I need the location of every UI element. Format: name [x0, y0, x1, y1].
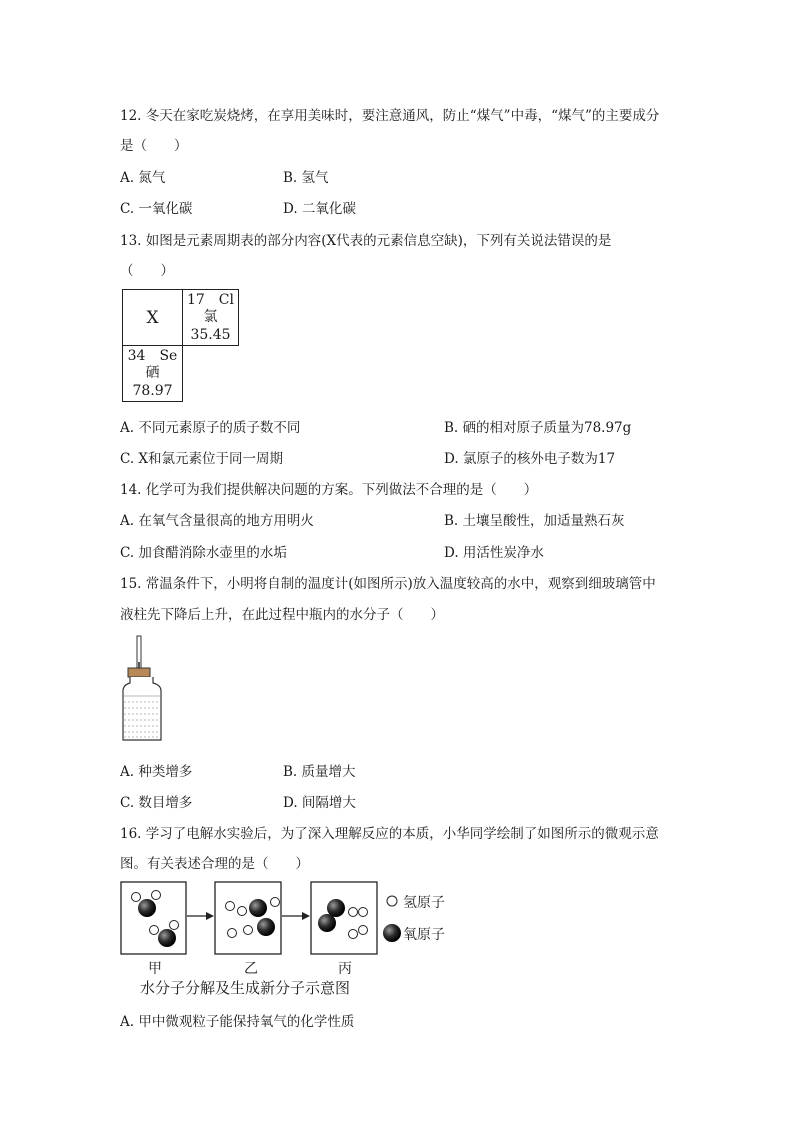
q12-option-c: C. 一氧化碳 — [120, 201, 193, 217]
q13-option-b: B. 硒的相对原子质量为78.97g — [444, 420, 632, 436]
periodic-cell-x — [122, 289, 183, 346]
q12-option-b: B. 氢气 — [283, 170, 329, 186]
q14-option-a: A. 在氧气含量很高的地方用明火 — [120, 513, 314, 529]
legend-oxygen-label: 氧原子 — [403, 927, 445, 943]
diagram-caption: 水分子分解及生成新分子示意图 — [140, 979, 351, 997]
legend-hydrogen-label: 氢原子 — [403, 895, 445, 911]
oxygen-legend-icon — [383, 924, 401, 942]
q16-stem-line1: 16. 学习了电解水实验后，为了深入理解反应的本质，小华同学绘制了如图所示的微观示意 — [120, 826, 659, 842]
q16-option-a: A. 甲中微观粒子能保持氧气的化学性质 — [120, 1014, 355, 1030]
q13-stem-line2: （ ） — [120, 263, 174, 279]
selenium-mass: 78.97 — [132, 383, 173, 399]
q15-option-a: A. 种类增多 — [120, 764, 193, 780]
q15-stem-line2: 液柱先下降后上升，在此过程中瓶内的水分子（ ） — [120, 607, 444, 623]
chlorine-number-symbol: 17 Cl — [186, 292, 234, 308]
chlorine-name: 氯 — [203, 309, 218, 325]
q14-stem: 14. 化学可为我们提供解决问题的方案。下列做法不合理的是（ ） — [120, 482, 538, 498]
label-jia: 甲 — [148, 961, 162, 977]
periodic-cell-x-label: X — [146, 308, 159, 328]
box-yi — [215, 882, 281, 954]
q13-option-d: D. 氯原子的核外电子数为17 — [444, 451, 616, 467]
thermometer-bottle-figure — [118, 634, 168, 744]
q12-option-a: A. 氮气 — [120, 170, 166, 186]
q16-stem-line2: 图。有关表述合理的是（ ） — [120, 856, 309, 872]
electrolysis-micro-diagram — [118, 878, 468, 960]
selenium-number-symbol: 34 Se — [127, 348, 178, 364]
q14-option-d: D. 用活性炭净水 — [444, 545, 544, 561]
q12-option-d: D. 二氧化碳 — [283, 201, 356, 217]
q13-option-a: A. 不同元素原子的质子数不同 — [120, 420, 301, 436]
q13-option-c: C. X和氯元素位于同一周期 — [120, 451, 284, 467]
q12-stem-line2: 是（ ） — [120, 138, 188, 154]
periodic-cell-selenium — [122, 345, 183, 402]
q14-option-c: C. 加食醋消除水壶里的水垢 — [120, 545, 287, 561]
q15-stem-line1: 15. 常温条件下，小明将自制的温度计(如图所示)放入温度较高的水中，观察到细玻璃管中 — [120, 576, 656, 592]
hydrogen-legend-icon — [387, 896, 397, 906]
label-yi: 乙 — [244, 961, 258, 977]
q15-option-d: D. 间隔增大 — [283, 795, 356, 811]
selenium-name: 硒 — [145, 365, 160, 381]
periodic-cell-chlorine — [182, 289, 239, 346]
q13-stem-line1: 13. 如图是元素周期表的部分内容(X代表的元素信息空缺)，下列有关说法错误的是 — [120, 233, 612, 249]
q15-option-b: B. 质量增大 — [283, 764, 356, 780]
chlorine-mass: 35.45 — [190, 327, 231, 343]
label-bing: 丙 — [338, 961, 352, 977]
q12-stem-line1: 12. 冬天在家吃炭烧烤，在享用美味时，要注意通风，防止“煤气”中毒，“煤气”的主要成分 — [120, 108, 660, 124]
q14-option-b: B. 土壤呈酸性，加适量熟石灰 — [444, 513, 625, 529]
q15-option-c: C. 数目增多 — [120, 795, 193, 811]
